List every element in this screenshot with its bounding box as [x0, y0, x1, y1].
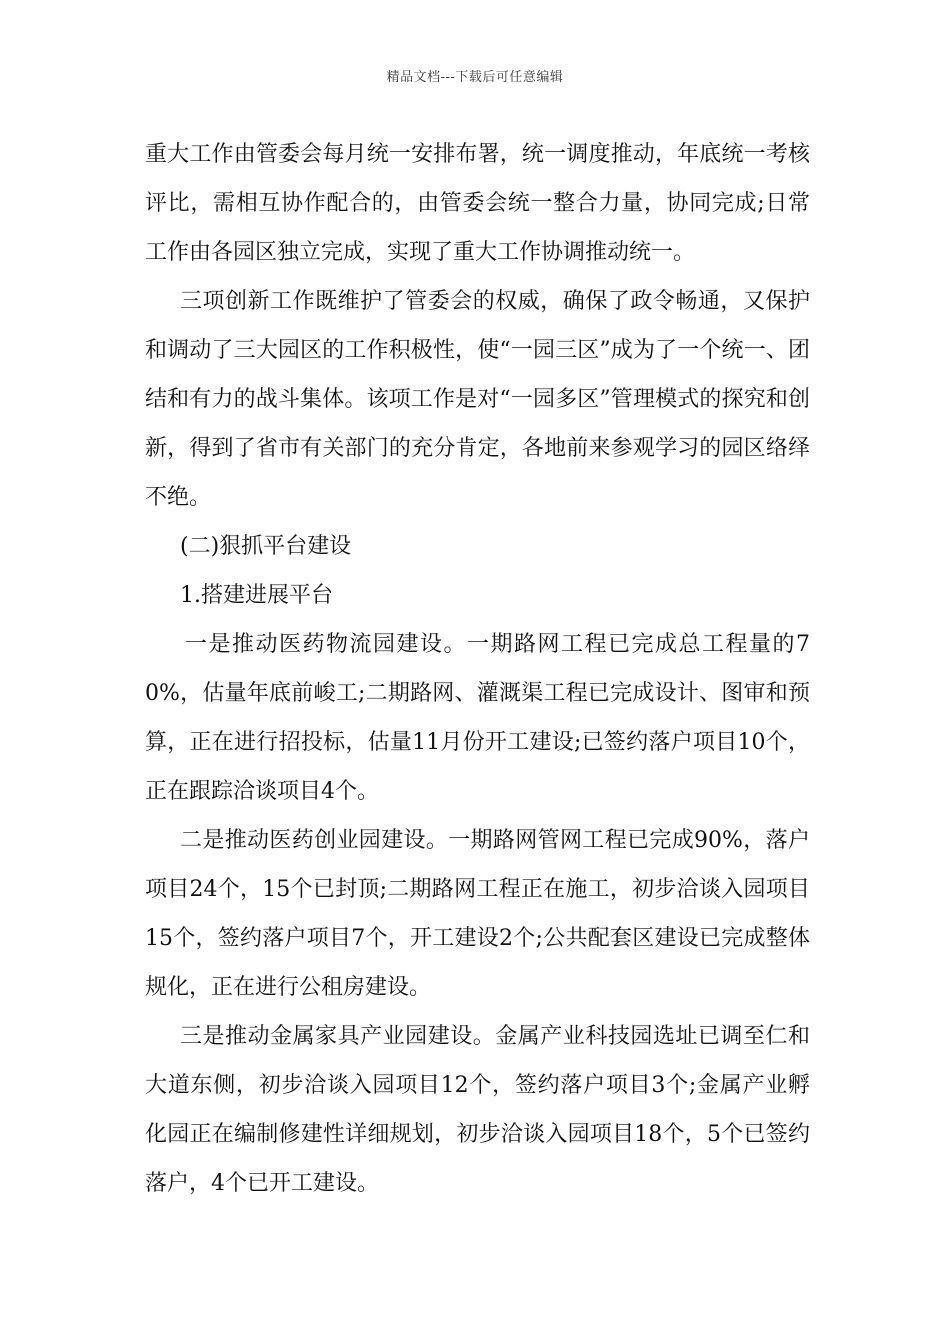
- paragraph-furniture-park: 三是推动金属家具产业园建设。金属产业科技园选址已调至仁和大道东侧，初步洽谈入园项目12个，签约落户项目3个;金属产业孵化园正在编制修建性详细规划，初步洽谈入园项目18个，5个已签约落户，4个已开工建设。: [145, 1024, 810, 1196]
- subsection-heading-platform: 1.搭建进展平台: [180, 583, 333, 608]
- paragraph-three-innovations: 三项创新工作既维护了管委会的权威，确保了政令畅通，又保护和调动了三大园区的工作积极性，使“一园三区”成为了一个统一、团结和有力的战斗集体。该项工作是对“一园多区”管理模式的探究和创新，得到了省市有关部门的充分肯定，各地前来参观学习的园区络绎不绝。: [145, 289, 810, 510]
- paragraph-startup-park: 二是推动医药创业园建设。一期路网管网工程已完成90%，落户项目24个，15个已封顶;二期路网工程正在施工，初步洽谈入园项目15个，签约落户项目7个，开工建设2个;公共配套区建设已完成整体规化，正在进行公租房建设。: [145, 828, 810, 1000]
- section-heading-platform: (二)狠抓平台建设: [180, 534, 352, 559]
- page-header: 精品文档---下载后可任意编辑: [386, 70, 564, 85]
- paragraph-logistics-park: 一是推动医药物流园建设。一期路网工程已完成总工程量的70%，估量年底前峻工;二期路网、灌溉渠工程已完成设计、图审和预算，正在进行招投标，估量11月份开工建设;已签约落户项目10个，正在跟踪洽谈项目4个。: [145, 632, 810, 804]
- paragraph-major-work: 重大工作由管委会每月统一安排布署，统一调度推动，年底统一考核评比，需相互协作配合的，由管委会统一整合力量，协同完成;日常工作由各园区独立完成，实现了重大工作协调推动统一。: [145, 142, 810, 265]
- document-body: [145, 130, 810, 1208]
